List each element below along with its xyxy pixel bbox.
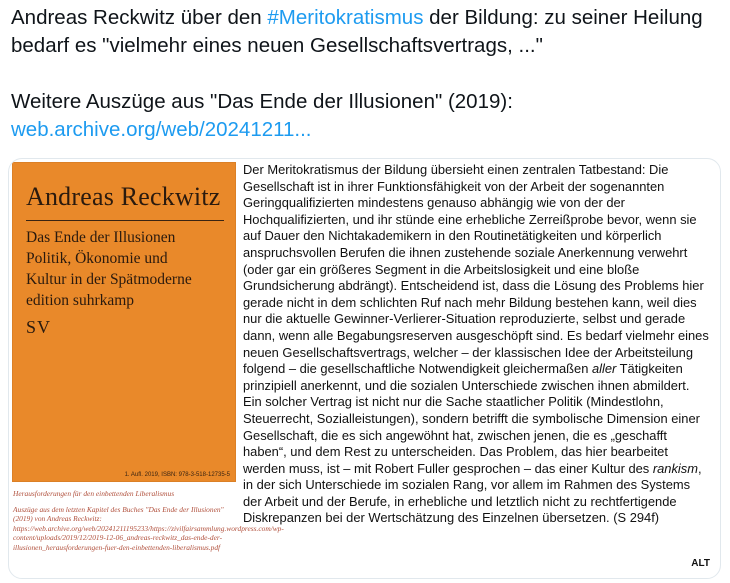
alt-text-button[interactable]: ALT: [687, 557, 714, 570]
post-text-span: der Bildung: zu seiner Heilung bedarf es "vielmehr eines neuen Gesellschaftsvertrags, ...": [11, 6, 703, 57]
cover-title: Das Ende der Illusionen: [26, 229, 176, 246]
caption-heading: Herausforderungen für den einbettenden Liberalismus: [13, 489, 175, 498]
excerpt-text: Der Meritokratismus der Bildung übersieht einen zentralen Tatbestand: Die Gesellschaft ist in ihrer Funktionsfähigkeit von der Arbeit der sogenannten Geringqualifizierten mindestens genauso abhängig wie von der der Hochqualifizierten, und ihr stünde eine erhebliche Zerreißprobe bevor, wenn sie auf Dauer den Nichtakademikern in den Routinetätigkeiten und körperlich anspruchsvollen Berufen die ihnen zustehende soziale Anerkennung verwehrt (oder gar ein größeres Segment in die Arbeitslosigkeit und eine bloße Grundsicherung abdrängt). Entscheidend ist, dass die Lösung des Problems hier gerade nicht in dem schlichten Ruf nach mehr Bildung bestehen kann, weil dies nur die aktuelle Gewinner-Verlierer-Situation reproduzierte, selbst und gerade dann, wenn alle Begabungsreserven ausgeschöpft sind. Es bedarf vielmehr eines neuen Gesellschaftsvertrags, welcher – der klassischen Idee der Arbeitsteilung folgend – die gesellschaftliche Notwendigkeit gleichermaßen: [243, 162, 709, 377]
hashtag-link[interactable]: #Meritokratismus: [267, 6, 424, 29]
post-text-span: Weitere Auszüge aus "Das Ende der Illusionen" (2019):: [11, 90, 513, 113]
caption-source: Auszüge aus dem letzten Kapitel des Buches "Das Ende der Illusionen" (2019) von Andreas Reckwitz: https://web.archive.org/web/20241211195233/https://zivilfairsammlung.wordpress.com/wp-content/uploads/2019/12/2019-12-06_andreas-reckwitz_das-ende-der-illusionen_herausforderungen-fuer-den-einbettenden-liberalismus.pdf: [13, 504, 284, 552]
excerpt-emphasis: aller: [591, 361, 617, 377]
post-text: [11, 4, 723, 144]
post-paragraph-1: [11, 4, 723, 60]
post-paragraph-2: [11, 88, 723, 144]
excerpt-emphasis: rankism: [652, 460, 698, 476]
cover-author: Andreas Reckwitz: [26, 182, 221, 211]
attached-image[interactable]: [8, 158, 721, 579]
book-cover: [12, 162, 236, 482]
cover-caption: [13, 489, 284, 559]
archive-link[interactable]: web.archive.org/web/20241211...: [11, 118, 312, 141]
publisher-logo: SV: [26, 317, 52, 337]
cover-subtitle-2: Kultur in der Spätmoderne: [26, 271, 192, 288]
cover-publisher: edition suhrkamp: [26, 292, 135, 309]
post-text-span: Andreas Reckwitz über den: [11, 6, 268, 29]
book-excerpt: [243, 162, 709, 527]
excerpt-text: , in der sich Unterschiede im sozialen Rang, vor allem im Rahmen des Systems der Arbeit und der Berufe, in erhebliche und letztlich nicht zu rechtfertigende Diskrepanzen bei der Wertschätzung des Einzelnen übersetzen. (S 294f): [243, 460, 702, 526]
cover-isbn: 1. Aufl. 2019, ISBN: 978-3-518-12735-5: [124, 472, 230, 478]
excerpt-text: Tätigkeiten prinzipiell anerkennt, und die sozialen Unterschiede zwischen ihnen abmildert. Ein solcher Vertrag ist nicht nur die Sache staatlicher Politik (Mindestlohn, Steuerrecht, Sozialleistungen), sondern betrifft die symbolische Dimension einer Gesellschaft, die es sich angewöhnt hat, zwischen jenen, die es „geschafft haben“, und dem Rest zu unterscheiden. Das Problem, das hier bearbeitet werden muss, ist – mit Robert Fuller gesprochen – das einer Kultur des: [243, 361, 700, 476]
cover-subtitle-1: Politik, Ökonomie und: [26, 250, 168, 267]
